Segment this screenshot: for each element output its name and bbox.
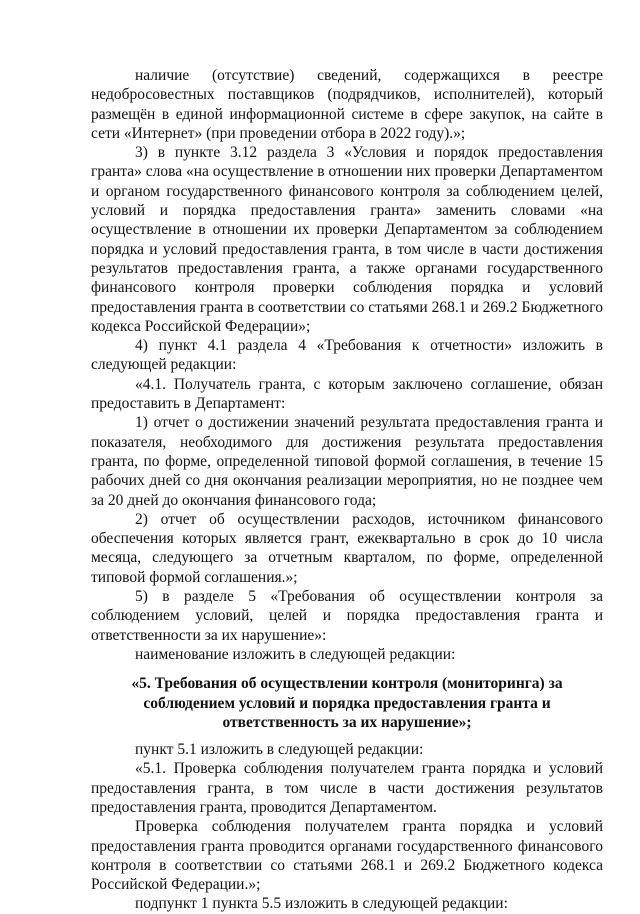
paragraph-state-control: Проверка соблюдения получателем гранта порядка и условий предоставления гранта проводится органами государственного финансового контроля в соответствии со статьями 268.1 и 269.2 Бюджетного кодекса Российской Федерации.»; (91, 818, 603, 894)
paragraph-item-5: 5) в разделе 5 «Требования об осуществлении контроля за соблюдением условий, целей и порядка предоставления гранта и ответственности за их нарушение»: (91, 588, 603, 644)
paragraph-report-1: 1) отчет о достижении значений результата предоставления гранта и показателя, необходимого для достижения результата предоставления гранта, по форме, определенной типовой формой соглашения, в течение 15 рабочих дней со дня окончания реализации мероприятия, но не позднее чем за 20 дней до окончания финансового года; (91, 414, 603, 509)
paragraph-item-3: 3) в пункте 3.12 раздела 3 «Условия и порядок предоставления гранта» слова «на осуществление в отношении них проверки Департаментом и органом государственного финансового контроля за соблюдением целей, условий и порядка предоставления гранта» заменить словами «на осуществление в отношении их проверки Департаментом за соблюдением порядка и условий предоставления гранта, в том числе в части достижения результатов предоставления гранта, а также органами государственного финансового контроля проверки соблюдения порядка и условий предоставления гранта в соответствии со статьями 268.1 и 269.2 Бюджетного кодекса Российской Федерации»; (91, 144, 603, 335)
paragraph-clause-4-1: «4.1. Получатель гранта, с которым заключено соглашение, обязан предоставить в Департамент: (91, 375, 603, 413)
document-page (91, 66, 603, 914)
paragraph-item-4: 4) пункт 4.1 раздела 4 «Требования к отчетности» изложить в следующей редакции: (91, 337, 603, 374)
section-5-heading: «5. Требования об осуществлении контроля (мониторинга) за соблюдением условий и порядка предоставления гранта и ответственность за их нарушение»; (131, 675, 563, 731)
paragraph-clause-5-1-intro: пункт 5.1 изложить в следующей редакции: (135, 741, 424, 759)
paragraph-registry-info: наличие (отсутствие) сведений, содержащихся в реестре недобросовестных поставщиков (подрядчиков, исполнителей), который размещён в единой информационной системе в сфере закупок, на сайте в сети «Интернет» (при проведении отбора в 2022 году).»; (91, 67, 603, 142)
paragraph-subclause-5-5: подпункт 1 пункта 5.5 изложить в следующей редакции: (135, 895, 508, 913)
paragraph-report-2: 2) отчет об осуществлении расходов, источником финансового обеспечения которых является грант, ежеквартально в срок до 10 числа месяца, следующего за отчетным кварталом, по форме, определенной типовой формой соглашения.»; (91, 510, 603, 586)
paragraph-title-change: наименование изложить в следующей редакции: (135, 645, 456, 663)
paragraph-clause-5-1: «5.1. Проверка соблюдения получателем гранта порядка и условий предоставления гранта, в том числе в части достижения результатов предоставления гранта, проводится Департаментом. (91, 760, 603, 816)
